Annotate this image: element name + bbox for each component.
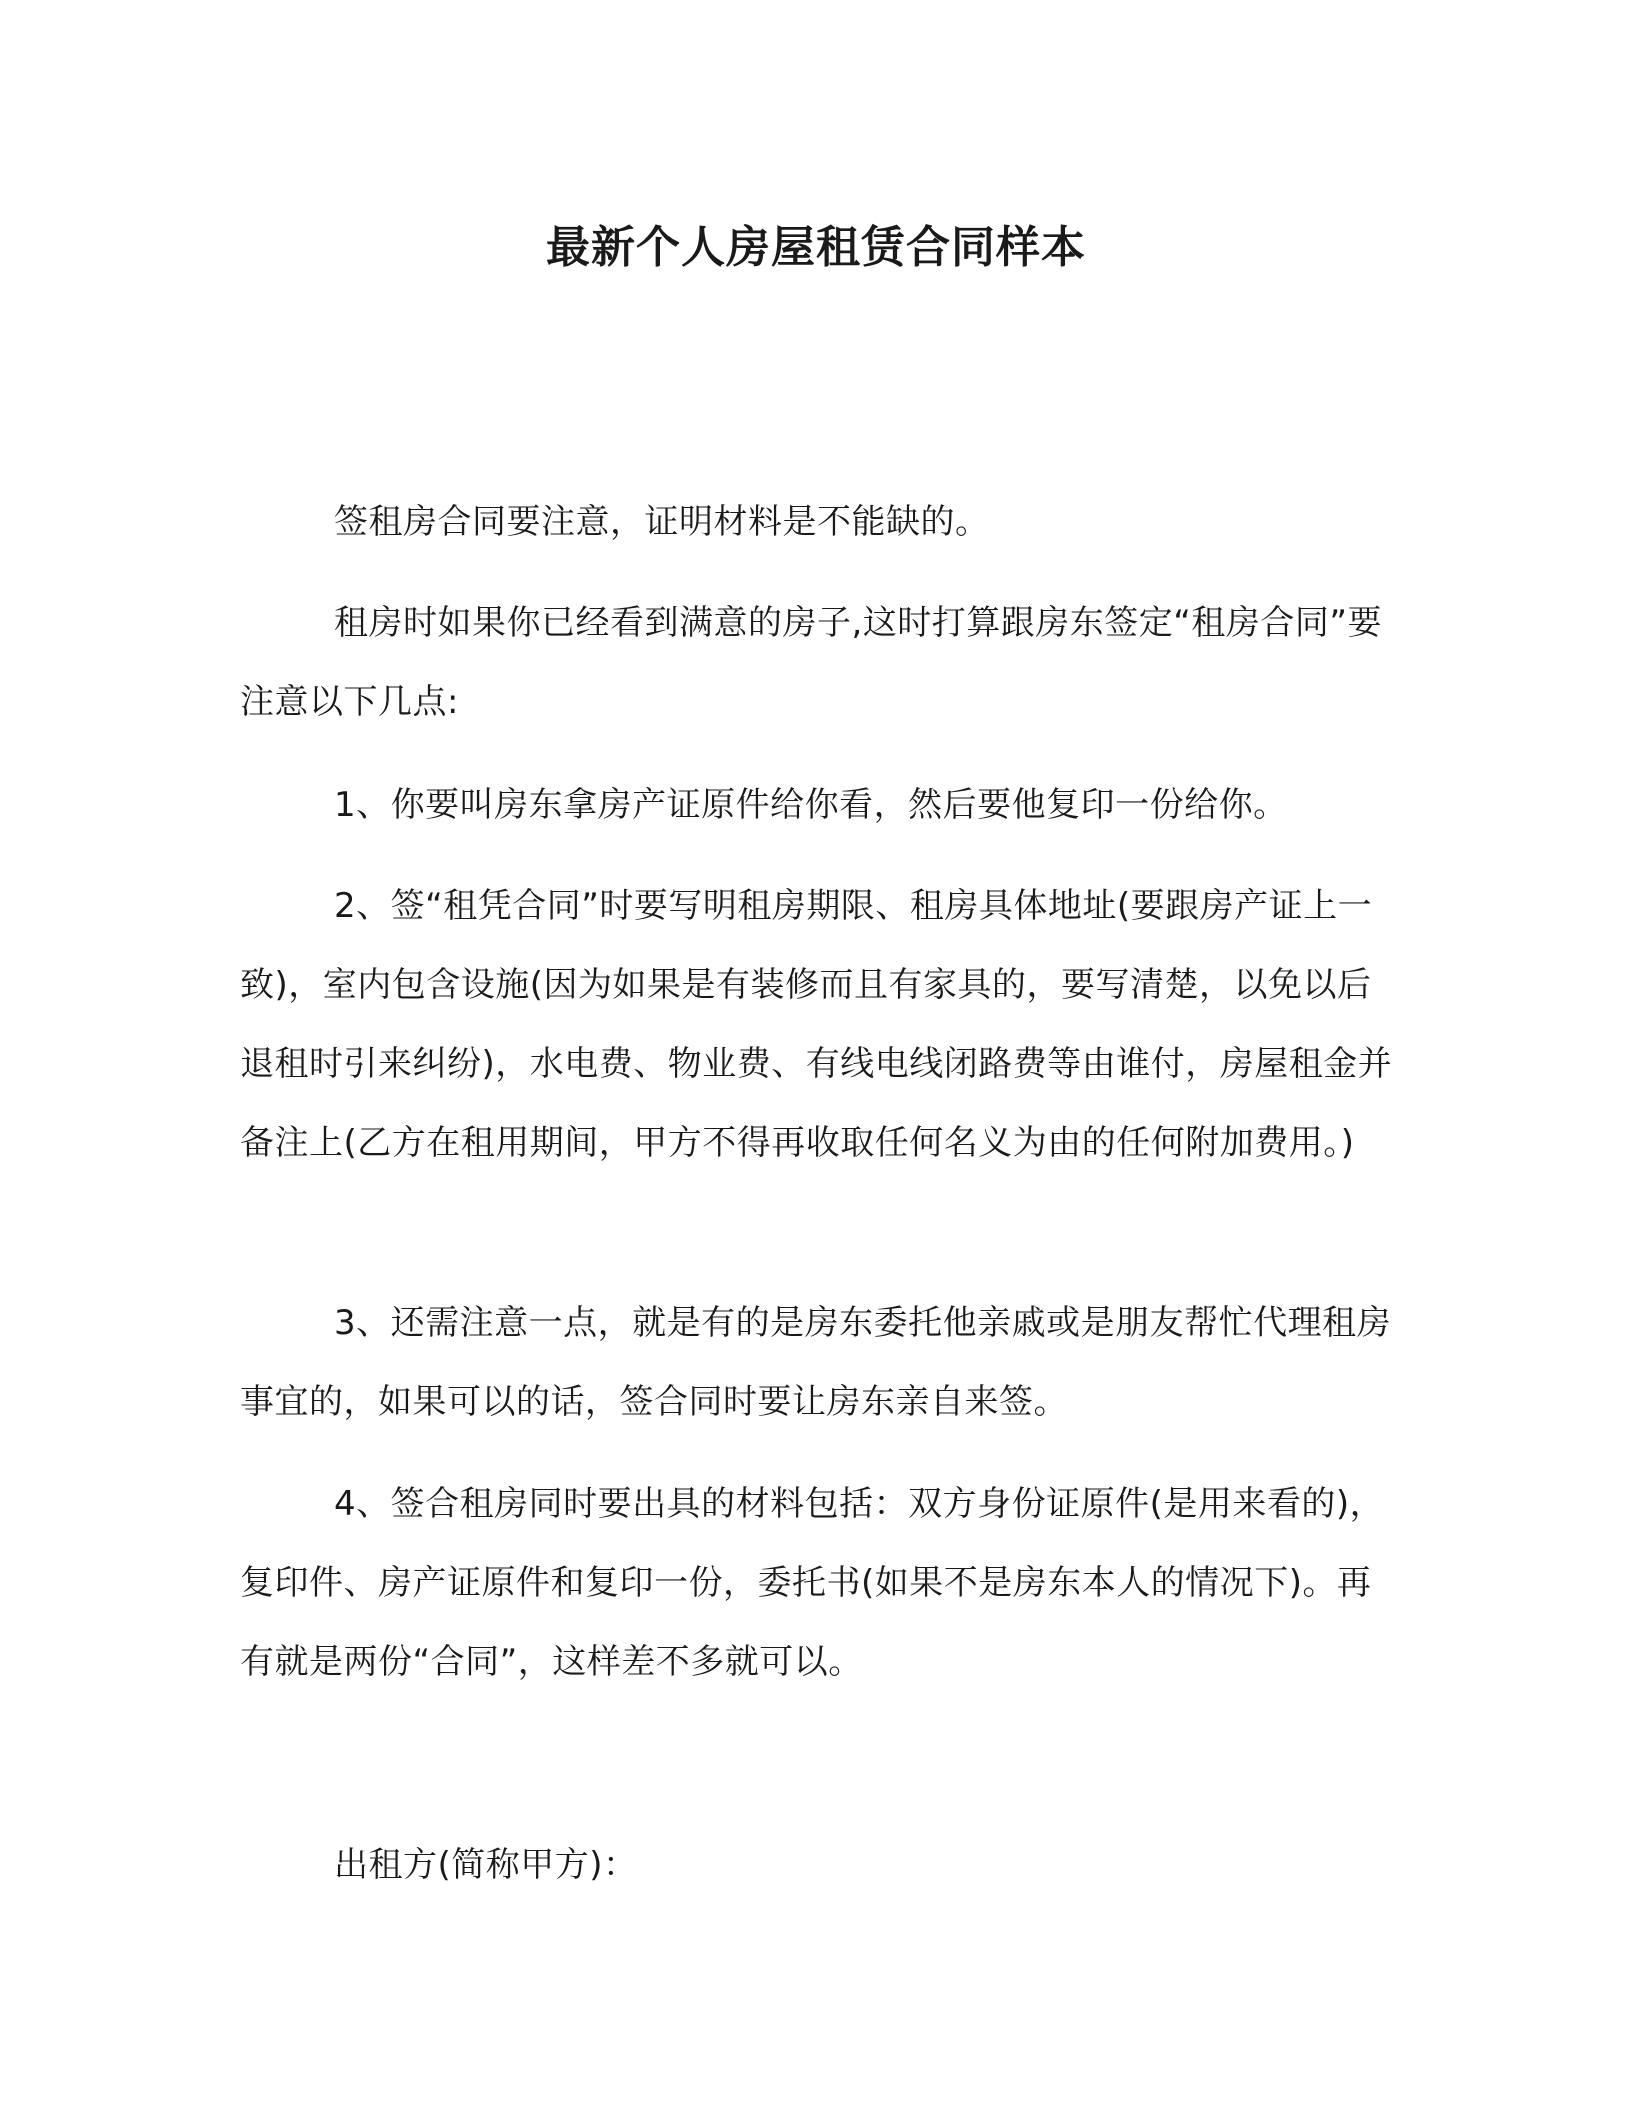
document-title: 最新个人房屋租赁合同样本 xyxy=(546,222,1086,273)
paragraph-context: 租房时如果你已经看到满意的房子,这时打算跟房东签定“租房合同”要注意以下几点: xyxy=(240,603,1383,722)
paragraph-point-1: 1、你要叫房东拿房产证原件给你看，然后要他复印一份给你。 xyxy=(334,785,1288,825)
paragraph-intro: 签租房合同要注意，证明材料是不能缺的。 xyxy=(334,502,990,542)
paragraph-point-2: 2、签“租凭合同”时要写明租房期限、租房具体地址(要跟房产证上一致)，室内包含设施(因为如果是有装修而且有家具的，要写清楚，以免以后退租时引来纠纷)，水电费、物业费、有线电线闭路费等由谁付，房屋租金并备注上(乙方在租用期间，甲方不得再收取任何名义为由的任何附加费用。) xyxy=(240,886,1393,1163)
paragraph-point-4: 4、签合租房同时要出具的材料包括：双方身份证原件(是用来看的)，复印件、房产证原件和复印一份，委托书(如果不是房东本人的情况下)。再有就是两份“合同”，这样差不多就可以。 xyxy=(240,1484,1385,1682)
lessor-label: 出租方(简称甲方)： xyxy=(334,1845,638,1885)
paragraph-point-3: 3、还需注意一点，就是有的是房东委托他亲戚或是朋友帮忙代理租房事宜的，如果可以的话，签合同时要让房东亲自来签。 xyxy=(240,1303,1392,1422)
